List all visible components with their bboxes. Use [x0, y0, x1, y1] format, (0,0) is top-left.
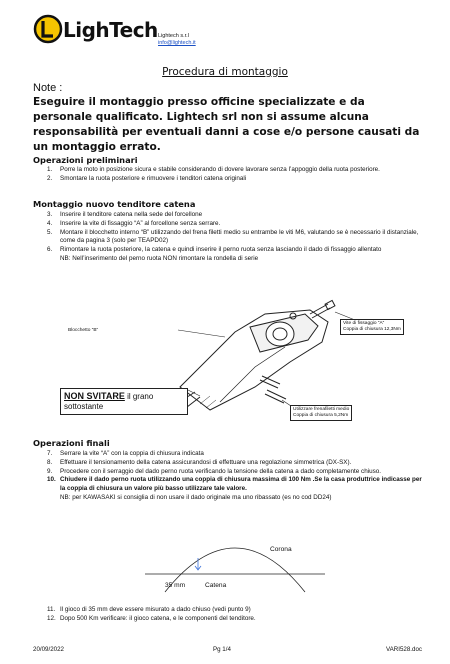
list-item: 12. Dopo 500 Km verificare: il gioco catena, e le componenti del tenditore.: [47, 614, 256, 622]
list-item: 2. Smontare la ruota posteriore e rimuovere i tenditori catena originali: [47, 174, 247, 182]
list-preliminari: [33, 166, 423, 184]
section-title-preliminari: Operazioni preliminari: [33, 155, 138, 165]
list-item: 6. Rimontare la ruota posteriore, la catena e quindi inserire il perno ruota senza lasciando il dado di fissaggio allentato: [47, 246, 382, 254]
company-email-link[interactable]: info@lightech.it: [158, 40, 196, 46]
callout-frenafiletti: Utilizzare frenafiletti medio Coppia di chiusura 5,2Nm: [290, 405, 352, 421]
logo-wordmark: LighTech: [63, 18, 158, 42]
list-item: 4. Inserire la vite di fissaggio “A” al forcellone senza serrare.: [47, 219, 221, 227]
list-item: 1. Porre la moto in posizione sicura e stabile considerando di dovere lavorare senza l’appoggio della ruota posteriore.: [47, 166, 380, 173]
list-montaggio: [33, 211, 423, 264]
list-item: 8. Effettuare il tensionamento della catena assicurandosi di effettuare una regolazione simmetrica (DX-SX).: [47, 458, 352, 466]
lightech-logo-mark-icon: [33, 14, 63, 44]
warning-no-svitare-strong: NON SVITARE: [64, 391, 125, 401]
footer-doc-code: VARI528.doc: [386, 646, 423, 653]
note-nb-montaggio: NB: Nell’inserimento del perno ruota NON rimontare la rondella di serie: [60, 254, 259, 262]
callout-blocchetto-b: Blocchetto “B”: [68, 328, 99, 333]
company-info: [158, 33, 196, 47]
callout-vite-a: Vite di fissaggio “A” Coppia di chiusura 12,3Nm: [340, 319, 404, 335]
corona-label: Corona: [270, 546, 292, 553]
gap-label: 35 mm: [165, 582, 186, 589]
footer-page: Pg 1/4: [213, 646, 231, 653]
list-item: 7. Serrare la vite “A” con la coppia di chiusura indicata: [47, 450, 204, 457]
note-text: Eseguire il montaggio presso officine specializzate e da personale qualificato. Lightech srl non si assume alcuna responsabilità per eventuali danni a cose e/o persone causati da un montaggio errato.: [33, 96, 420, 153]
list-item: 5. Montare il blocchetto interno “B” utilizzando del frena filetti medio su entrambe le viti M6, valutando se è necessario il distanziale, come da pagina 3 (solo per TEAPD02): [47, 228, 419, 245]
page-title: Procedura di montaggio: [162, 66, 288, 78]
list-item: 11. Il gioco di 35 mm deve essere misurato a dado chiuso (vedi punto 9): [47, 606, 251, 613]
note-nb-kawasaki: NB: per KAWASAKI si consiglia di non usare il dado originale ma uno ribassato (es no cod DD24): [60, 493, 332, 501]
list-finali-after: [33, 606, 423, 624]
section-title-montaggio: Montaggio nuovo tenditore catena: [33, 199, 196, 209]
corona-arc: [165, 548, 305, 592]
list-item: 3. Inserire il tenditore catena nella sede del forcellone: [47, 211, 203, 218]
warning-no-svitare: NON SVITARE il grano sottostante: [60, 388, 188, 415]
list-item: 10. Chiudere il dado perno ruota utilizzando una coppia di chiusura massima di 100 Nm .Se la casa produttrice indicasse per la coppia di chiusura un valore più basso utilizzare tale valore.: [47, 476, 422, 493]
list-finali: [33, 450, 423, 503]
chain-gap-diagram: [145, 532, 325, 594]
company-name: Lightech s.r.l: [158, 33, 189, 39]
list-item: 9. Procedere con il serraggio del dado perno ruota verificando la tensione della catena a dado completamente chiuso.: [47, 467, 381, 475]
footer-date: 20/09/2022: [33, 646, 64, 653]
note-label: Note :: [33, 82, 63, 94]
section-title-finali: Operazioni finali: [33, 438, 110, 448]
catena-label: Catena: [205, 582, 227, 589]
lightech-logo: [33, 12, 158, 46]
